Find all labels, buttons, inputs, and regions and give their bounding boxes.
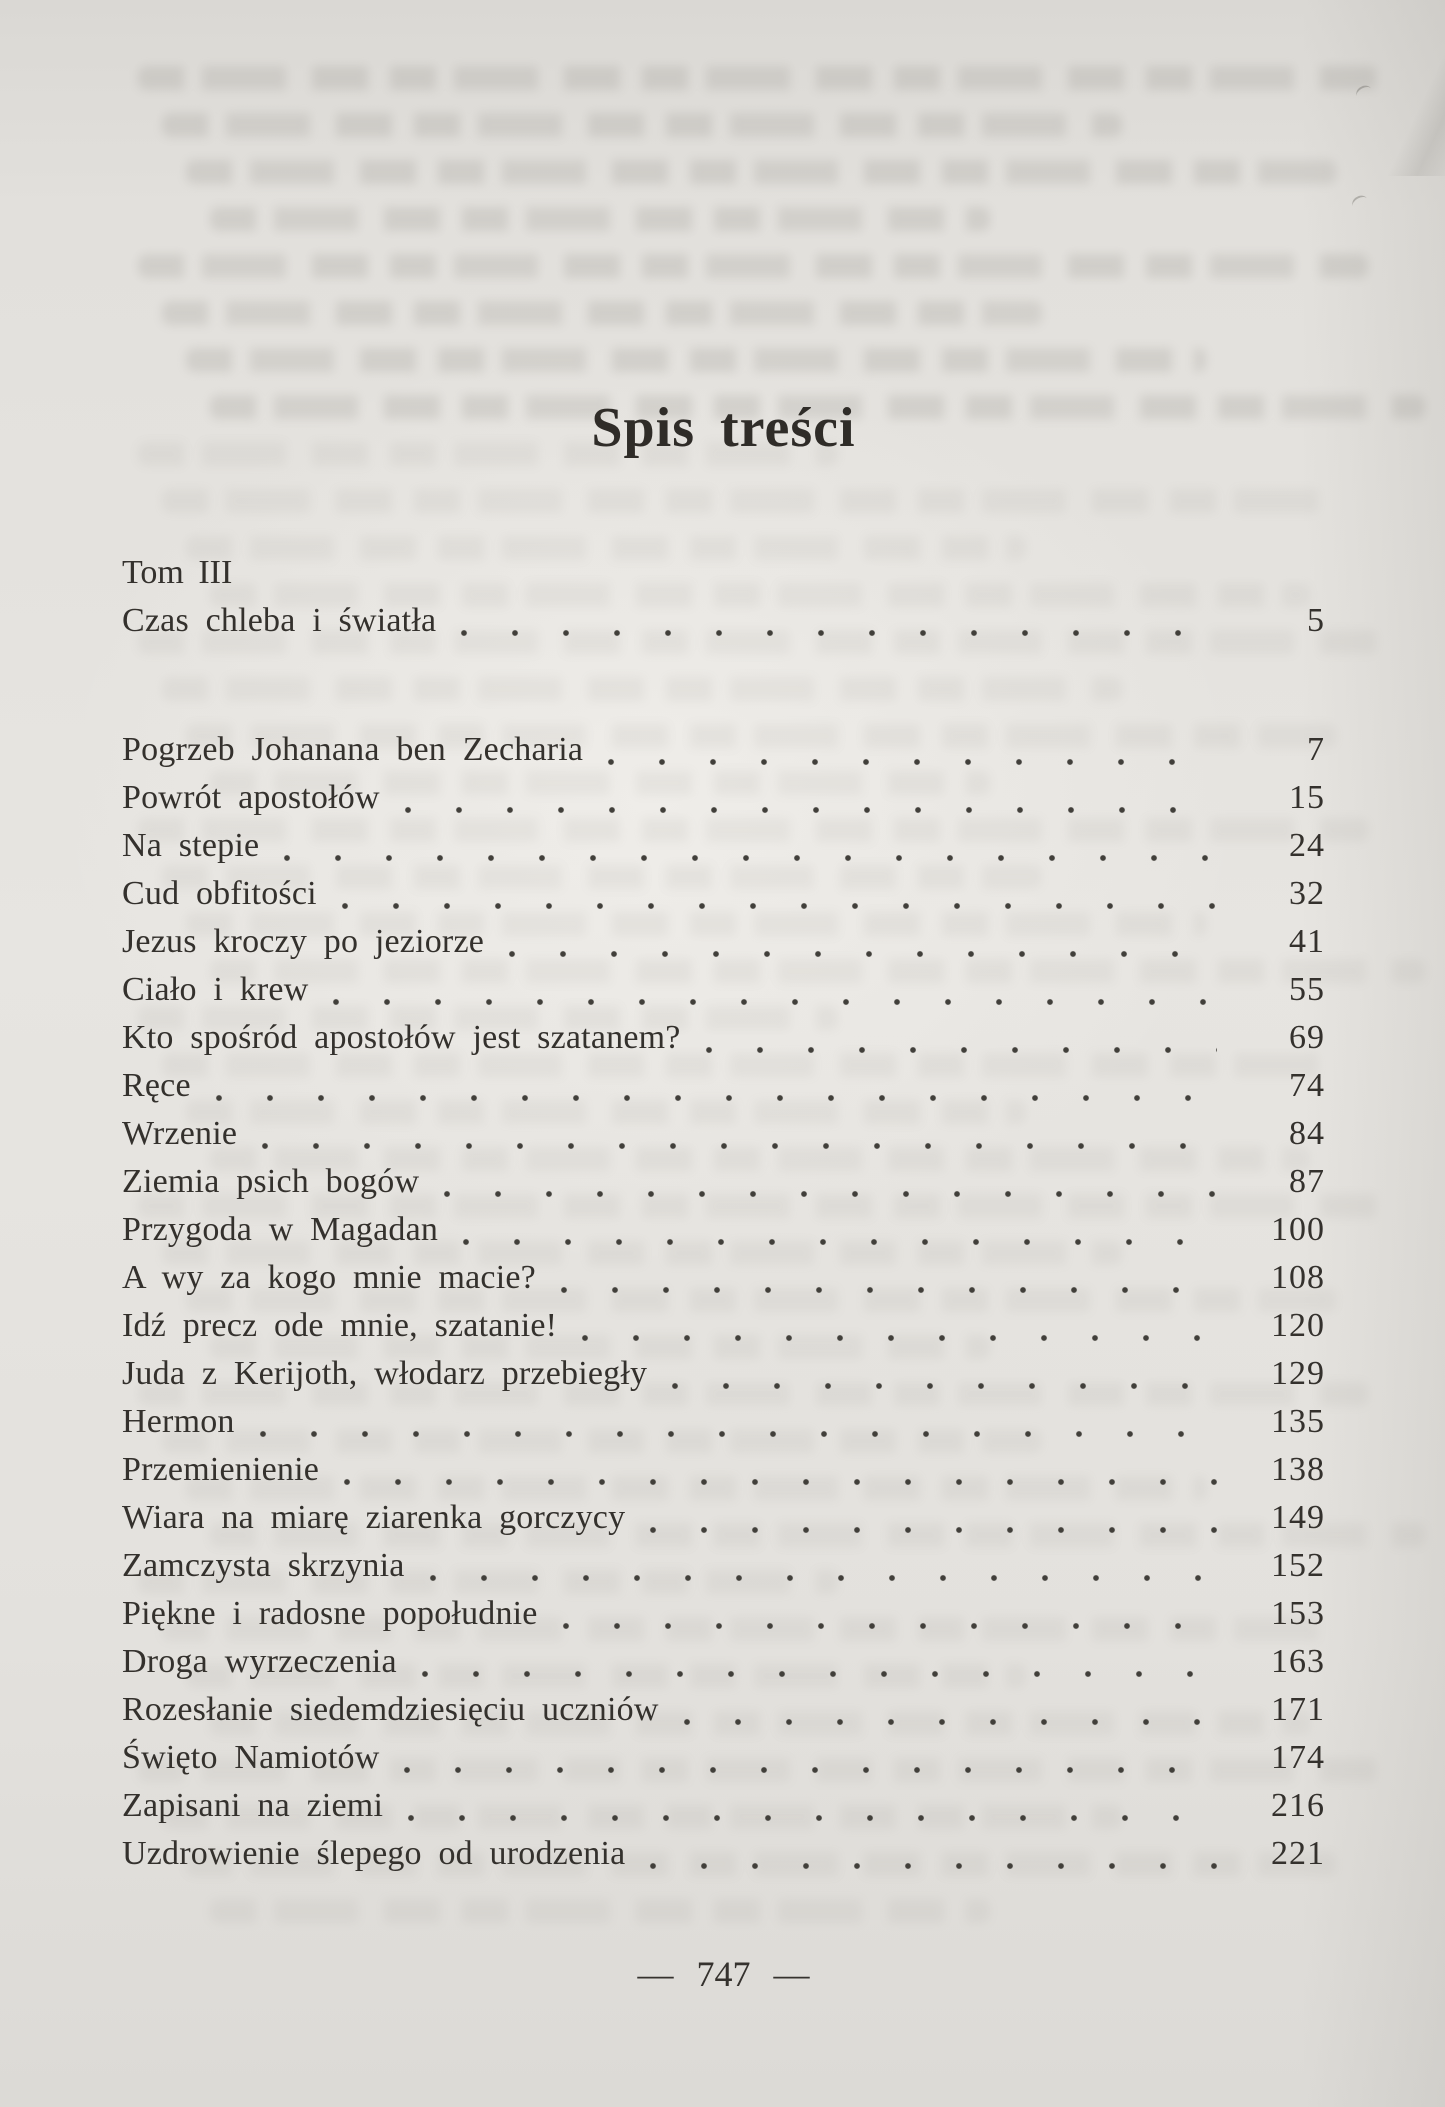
toc-entry-row <box>122 867 1325 915</box>
toc-entry-row <box>122 1251 1325 1299</box>
toc-entry-title: Czas chleba i światła <box>122 602 437 639</box>
toc-entry-row <box>122 1059 1325 1107</box>
toc-entry-page: 171 <box>1271 1691 1325 1728</box>
toc-entry-page: 5 <box>1307 602 1325 639</box>
toc-entry-page: 15 <box>1289 779 1325 816</box>
dot-leader <box>508 947 1217 959</box>
toc-entry-title: Wrzenie <box>122 1115 238 1152</box>
toc-entry-row <box>122 1299 1325 1347</box>
dot-leader <box>403 1763 1217 1775</box>
toc-entry-title: Na stepie <box>122 827 260 864</box>
toc-entry-title: Ciało i krew <box>122 971 309 1008</box>
toc-entry-page: 55 <box>1289 971 1325 1008</box>
dot-leader <box>649 1859 1217 1871</box>
toc-entry-row <box>122 1155 1325 1203</box>
toc-entries-list <box>122 723 1325 1875</box>
toc-entry-title: Wiara na miarę ziarenka gorczycy <box>122 1499 626 1536</box>
toc-entry-page: 174 <box>1271 1739 1325 1776</box>
toc-entry-row <box>122 1107 1325 1155</box>
toc-entry-row <box>122 1731 1325 1779</box>
dot-leader <box>462 1235 1217 1247</box>
toc-entry-row <box>122 723 1325 771</box>
toc-entry-row <box>122 963 1325 1011</box>
toc-entry-title: Święto Namiotów <box>122 1739 380 1776</box>
toc-entry-title: Kto spośród apostołów jest szatanem? <box>122 1019 681 1056</box>
toc-entry-title: Cud obfitości <box>122 875 317 912</box>
toc-entry-title: Juda z Kerijoth, włodarz przebiegły <box>122 1355 648 1392</box>
toc-entry-page: 74 <box>1289 1067 1325 1104</box>
toc-entry-page: 69 <box>1289 1019 1325 1056</box>
dot-leader <box>261 1139 1217 1151</box>
volume-block <box>122 546 1325 642</box>
toc-entry-page: 24 <box>1289 827 1325 864</box>
toc-entry-row <box>122 1203 1325 1251</box>
dot-leader <box>683 1715 1217 1727</box>
toc-entry-title: Ziemia psich bogów <box>122 1163 420 1200</box>
toc-entry-row <box>122 1491 1325 1539</box>
toc-entry-title: Zapisani na ziemi <box>122 1787 384 1824</box>
dot-leader <box>649 1523 1217 1535</box>
toc-entry-page: 120 <box>1271 1307 1325 1344</box>
toc-entry-title: Jezus kroczy po jeziorze <box>122 923 485 960</box>
toc-entry-title: Piękne i radosne popołudnie <box>122 1595 538 1632</box>
toc-entry-page: 87 <box>1289 1163 1325 1200</box>
toc-entry-title: Przemienienie <box>122 1451 320 1488</box>
toc-entry-row <box>122 1683 1325 1731</box>
toc-entry-title: Przygoda w Magadan <box>122 1211 439 1248</box>
toc-entry-title: Uzdrowienie ślepego od urodzenia <box>122 1835 626 1872</box>
dot-leader <box>259 1427 1217 1439</box>
toc-entry-title: Ręce <box>122 1067 191 1104</box>
toc-entry-page: 153 <box>1271 1595 1325 1632</box>
toc-entry-row <box>122 1011 1325 1059</box>
toc-entry-page: 152 <box>1271 1547 1325 1584</box>
toc-entry-row <box>122 819 1325 867</box>
toc-entry-title: Idź precz ode mnie, szatanie! <box>122 1307 558 1344</box>
toc-entry-page: 100 <box>1271 1211 1325 1248</box>
toc-entry-title: Rozesłanie siedemdziesięciu uczniów <box>122 1691 659 1728</box>
toc-entry-page: 135 <box>1271 1403 1325 1440</box>
toc-entry-page: 216 <box>1271 1787 1325 1824</box>
toc-entry-row <box>122 1587 1325 1635</box>
toc-entry-page: 32 <box>1289 875 1325 912</box>
dot-leader <box>581 1331 1217 1343</box>
toc-entry-page: 163 <box>1271 1643 1325 1680</box>
toc-entry-row <box>122 1395 1325 1443</box>
page-title: Spis treści <box>591 397 856 459</box>
dot-leader <box>560 1283 1217 1295</box>
toc-entry-page: 84 <box>1289 1115 1325 1152</box>
toc-entry-page: 149 <box>1271 1499 1325 1536</box>
toc-entry-row <box>122 1539 1325 1587</box>
toc-entry-row <box>122 1635 1325 1683</box>
dot-leader <box>460 626 1217 638</box>
toc-entry-page: 108 <box>1271 1259 1325 1296</box>
toc-entry-title: Hermon <box>122 1403 235 1440</box>
toc-entry-page: 41 <box>1289 923 1325 960</box>
toc-entry-row <box>122 915 1325 963</box>
dot-leader <box>429 1571 1217 1583</box>
toc-entry-row <box>122 1347 1325 1395</box>
dot-leader <box>283 851 1217 863</box>
dot-leader <box>215 1091 1217 1103</box>
toc-entry-row <box>122 1827 1325 1875</box>
dot-leader <box>421 1667 1217 1679</box>
toc-entry-title: Zamczysta skrzynia <box>122 1547 405 1584</box>
toc-entry-page: 129 <box>1271 1355 1325 1392</box>
toc-entry-page: 221 <box>1271 1835 1325 1872</box>
toc-entry-title: A wy za kogo mnie macie? <box>122 1259 536 1296</box>
toc-entry-title: Droga wyrzeczenia <box>122 1643 397 1680</box>
dot-leader <box>341 899 1217 911</box>
toc-entry-page: 7 <box>1307 731 1325 768</box>
dot-leader <box>705 1043 1217 1055</box>
toc-entry-title: Pogrzeb Johanana ben Zecharia <box>122 731 584 768</box>
dot-leader <box>443 1187 1217 1199</box>
dot-leader <box>407 1811 1217 1823</box>
toc-entry-title: Powrót apostołów <box>122 779 380 816</box>
dot-leader <box>671 1379 1217 1391</box>
toc-entry-row <box>122 1779 1325 1827</box>
dot-leader <box>404 803 1217 815</box>
toc-entry-page: 138 <box>1271 1451 1325 1488</box>
dot-leader <box>607 755 1217 767</box>
toc-entry-row <box>122 771 1325 819</box>
toc-volume-row <box>122 594 1325 642</box>
volume-label: Tom III <box>122 554 233 591</box>
footer-page-number: — 747 — <box>637 1954 810 1994</box>
dot-leader <box>562 1619 1217 1631</box>
dot-leader <box>332 995 1217 1007</box>
dot-leader <box>343 1475 1217 1487</box>
toc-entry-row <box>122 1443 1325 1491</box>
